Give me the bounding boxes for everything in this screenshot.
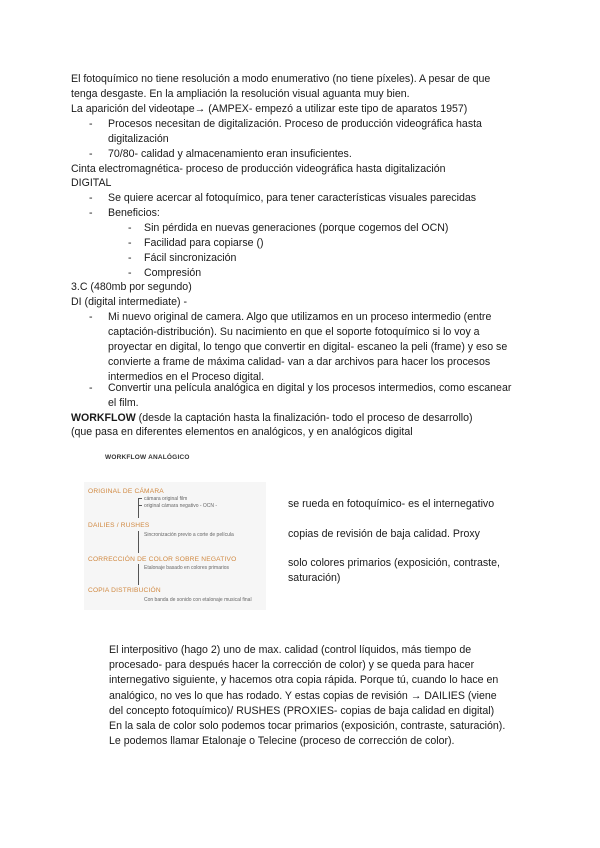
side-note-3a: solo colores primarios (exposición, contraste, (288, 557, 500, 569)
diagram-title: WORKFLOW ANALÓGICO (105, 454, 190, 461)
diagram-step-label: COPIA DISTRIBUCIÓN (88, 587, 161, 594)
diagram-step-sub: Sincronización previo a corte de película (144, 532, 234, 538)
connector-line (138, 498, 142, 499)
side-note-1: se rueda en fotoquímico- es el internegativo (288, 498, 495, 510)
workflow-diagram (84, 482, 266, 610)
rate-line: 3.C (480mb por segundo) (71, 281, 192, 293)
document-page: El fotoquímico no tiene resolución a modo enumerativo (no tiene píxeles). A pesar de que tenga desgaste. En la ampliación la resolución visual aguanta muy bien. La aparición del videotape→ (AMPEX- empezó a utilizar este tipo de aparatos 1957) - Procesos necesitan de digitalización. Proceso de producción videográfica hasta digitalización - 70/80- calidad y almacenamiento eran insuficientes. Cinta electromagnética- proceso de producción videográfica hasta digitalización DIGITAL - Se quiere acercar al fotoquímico, para tener características visuales parecidas - Beneficios: - Sin pérdida en nuevas generaciones (porque cogemos del OCN) - Facilidad para copiarse () - Fácil sincronización - Compresión 3.C (480mb por segundo) DI (digital intermediate) - - Mi nuevo original de camera. Algo que utilizamos en un proceso intermedio (entre captación-distribución). Su nacimiento en que el soporte fotoquímico si lo voy a proyectar en digital, lo tengo que convertir en digital- escaneo la peli (frame) y eso se convierte a frame de máxima calidad- van a dar archivos para hacer los procesos intermedios en el Proceso digital. - Convertir una película analógica en digital y los procesos intermedios, como escanear el film. WORKFLOW (desde la captación hasta la finalización- todo el proceso de desarrollo) (que pasa en diferentes elementos en analógicos, y en analógicos digital WORKFLOW ANALÓGICO ORIGINAL DE CÁMARA cámara original film original cámara negativo - OCN - DAILIES / RUSHES Sincronización previo a corte de película CORRECCIÓN DE COLOR SOBRE NEGATIVO Etalonaje basado en colores primarios COPIA DISTRIBUCIÓN Con banda de sonido con etalonaje musical final se rueda en fotoquímico- es el internegativo copias de revisión de baja calidad. Proxy solo colores primarios (exposición, contraste, saturación) El interpositivo (hago 2) uno de max. calidad (control líquidos, más tiempo de procesado- para después hacer la corrección de color) y se queda para hacer internegativo siguiente, y hacemos otra copia rápida. Porque tú, cuando lo hace en analógico, no ves lo que has rodado. Y estas copias de revisión → DAILIES (viene del concepto fotoquímico)/ RUSHES (PROXIES- copias de baja calidad en digital) En la sala de color solo podemos tocar primarios (exposición, contraste, saturación). Le podemos llamar Etalonaje o Telecine (proceso de corrección de color). (0, 0, 600, 848)
down-arrow-icon (138, 564, 139, 585)
side-note-3b: saturación) (288, 572, 341, 584)
closing-line: analógico, no ves lo que has rodado. Y estas copias de revisión → DAILIES (viene (109, 689, 497, 702)
diagram-step-sub: cámara original film (144, 496, 188, 502)
closing-line: procesado- para después hacer la corrección de color) y se queda para hacer (109, 659, 475, 672)
diagram-step-sub: Con banda de sonido con etalonaje musical final (144, 597, 252, 603)
intro-line-3: La aparición del videotape→ (AMPEX- empezó a utilizar este tipo de aparatos 1957) (71, 103, 468, 115)
workflow-bold: WORKFLOW (71, 412, 136, 424)
connector-line (138, 505, 142, 506)
closing-line: El interpositivo (hago 2) uno de max. calidad (control líquidos, más tiempo de (109, 644, 472, 656)
closing-line: del concepto fotoquímico)/ RUSHES (PROXIES- copias de baja calidad en digital) (109, 704, 495, 717)
digital-heading: DIGITAL (71, 177, 112, 189)
connector-line (138, 498, 139, 508)
diagram-step-sub: original cámara negativo - OCN - (144, 503, 218, 509)
intro-line-1: El fotoquímico no tiene resolución a modo enumerativo (no tiene píxeles). A pesar de que (71, 73, 491, 85)
diagram-step-label: ORIGINAL DE CÁMARA (88, 488, 164, 495)
cinta-line: Cinta electromagnética- proceso de producción videográfica hasta digitalización (71, 163, 446, 175)
intro-line-2: tenga desgaste. En la ampliación la resolución visual aguanta muy bien. (71, 88, 410, 100)
down-arrow-icon (138, 508, 139, 518)
diagram-step-label: DAILIES / RUSHES (88, 522, 150, 529)
workflow-rest: (desde la captación hasta la finalización- todo el proceso de desarrollo) (135, 412, 473, 424)
closing-paragraph (109, 643, 506, 749)
down-arrow-icon (138, 531, 139, 553)
workflow-line (71, 411, 473, 426)
di-heading: DI (digital intermediate) - (71, 296, 187, 308)
closing-line: Le podemos llamar Etalonaje o Telecine (proceso de corrección de color). (109, 735, 455, 748)
diagram-step-sub: Etalonaje basado en colores primarios (144, 565, 230, 571)
side-note-2: copias de revisión de baja calidad. Proxy (288, 528, 480, 540)
closing-line: internegativo siguiente, y hacemos otra copia rápida. Porque tú, cuando lo hace en (109, 674, 499, 687)
workflow-line-2: (que pasa en diferentes elementos en analógicos, y en analógicos digital (71, 426, 413, 438)
diagram-step-label: CORRECCIÓN DE COLOR SOBRE NEGATIVO (88, 556, 237, 563)
closing-line: En la sala de color solo podemos tocar primarios (exposición, contraste, saturación). (109, 720, 506, 733)
